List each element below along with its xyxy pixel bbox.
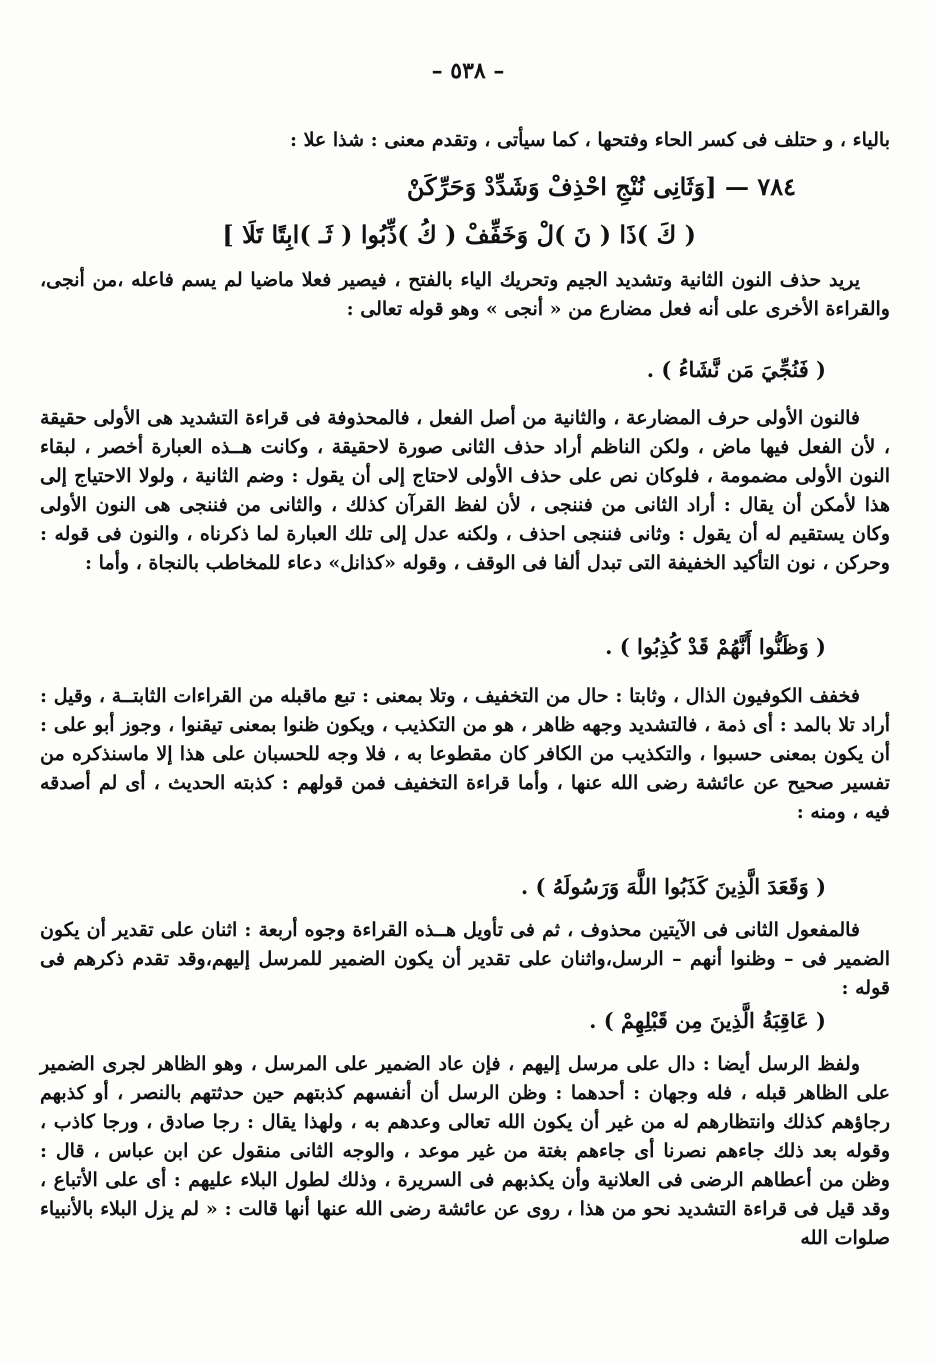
paragraph-4 — [40, 916, 890, 1003]
paragraph-2-text: فالنون الأولى حرف المضارعة ، والثانية من أصل الفعل ، فالمحذوفة فى قراءة التشديد هى الأولى حقيقة ، لأن الفعل فيها ماض ، ولكن الناظم أراد حذف الثانى صورة لاحقيقة ، وكانت هــذه العبارة أخصر ، لبقاء النون الأولى مضمومة ، فلوكان نص على حذف الأولى لاحتاج إلى أن يقول : وضم الثانية ، ولولا الاحتياج إلى هذا لأمكن أن يقال : أراد الثانى من فننجى ، لأن لفظ القرآن كذلك ، والثانى من فننجى هى النون الأولى وكان يستقيم له أن يقول : وثانى فننجى احذف ، ولكنه عدل إلى تلك العبارة لما ذكرناه ، والنون فى قوله : وحركن ، نون التأكيد الخفيفة التى تبدل ألفا فى الوقف ، وقوله «كذانل» دعاء للمخاطب بالنجاة ، وأما : — [40, 407, 890, 574]
intro-line — [40, 126, 890, 155]
paragraph-3-text: فخفف الكوفيون الذال ، وثابتا : حال من التخفيف ، وتلا بمعنى : تبع ماقبله من القراءات الثابتــة ، وقيل : أراد تلا بالمد : أى ذمة ، فالتشديد وجهه ظاهر ، هو من التكذيب ، ويكون ظنوا بمعنى تيقنوا ، وجوز أبو على : أن يكون بمعنى حسبوا ، والتكذيب من الكافر كان مقطوعا به ، فلا وجه للحسبان على هذا إلا ماسنذكره من تفسير صحيح عن عائشة رضى الله عنها ، وأما قراءة التخفيف فمن قولهم : كذبته الحديث ، أى لم أصدقه فيه ، ومنه : — [40, 685, 890, 823]
paragraph-1 — [40, 266, 890, 324]
quran-quote-3: ( وَقَعَدَ الَّذِينَ كَذَبُوا اللَّهَ وَرَسُولَهُ ) . — [520, 874, 826, 899]
quran-quote-1: ( فَنُجِّيَ مَن نَّشَاءُ ) . — [646, 357, 826, 382]
paragraph-1-text: يريد حذف النون الثانية وتشديد الجيم وتحريك الياء بالفتح ، فيصير فعلا ماضيا لم يسم فاعله ،من أنجى، والقراءة الأخرى على أنه فعل مضارع من « أنجى » وهو قوله تعالى : — [40, 269, 890, 320]
paragraph-5 — [40, 1050, 890, 1253]
quran-quote-2: ( وَظَنُّوا أَنَّهُمْ قَدْ كُذِبُوا ) . — [605, 634, 826, 659]
paragraph-5-text: ولفظ الرسل أيضا : دال على مرسل إليهم ، فإن عاد الضمير على المرسل ، وهو الظاهر لجرى الضمير على الظاهر قبله ، فله وجهان : أحدهما : وظن الرسل أن أنفسهم كذبتهم حين حدثتهم بالنصر ، أو كذبهم رجاؤهم كذلك وانتظارهم له من غير أن يكون الله تعالى وعدهم به ، ولهذا يقال : رجا صادق ، ورجا كاذب ، وقوله بعد ذلك جاءهم نصرنا أى جاءهم بغتة من غير موعد ، والوجه الثانى منقول عن ابن عباس ، قال : وظن من أعطاهم الرضى فى العلانية وأن يكذبهم فى السريرة ، وذلك لطول البلاء عليهم : أى على الأتباع ، وقد قيل فى قراءة التشديد نحو من هذا ، روى عن عائشة رضى الله عنها أنها قالت : « لم يزل البلاء بالأنبياء صلوات الله — [40, 1053, 890, 1249]
quran-quote-4: ( عَاقِبَةُ الَّذِينَ مِن قَبْلِهِمْ ) . — [589, 1008, 826, 1033]
intro-text: بالياء ، و حتلف فى كسر الحاء وفتحها ، كما سيأتى ، وتقدم معنى : شذا علا : — [289, 129, 890, 151]
paragraph-4-text: فالمفعول الثانى فى الآيتين محذوف ، ثم فى تأويل هــذه القراءة وجوه أربعة : اثنان على تقدير أن يكون الضمير فى – وظنوا أنهم – الرسل،واثنان على تقدير أن يكون الضمير للمرسل إليهم،وقد تقدم ذكرهم فى قوله : — [40, 919, 890, 999]
paragraph-3 — [40, 682, 890, 827]
page-number: – ٥٣٨ – — [431, 58, 505, 84]
verse-line-1: ٧٨٤ — [وَثَانِى نُنْجِ احْذِفْ وَشَدِّدْ وَحَرِّكَنْ — [406, 172, 796, 201]
paragraph-2 — [40, 404, 890, 578]
verse-line-2: ( كَ )ذَا ( نَ )لْ وَخَفِّفْ ( كُ )ذِّبُوا ( ثَـ )ابِتًا تَلَا ] — [222, 220, 696, 249]
